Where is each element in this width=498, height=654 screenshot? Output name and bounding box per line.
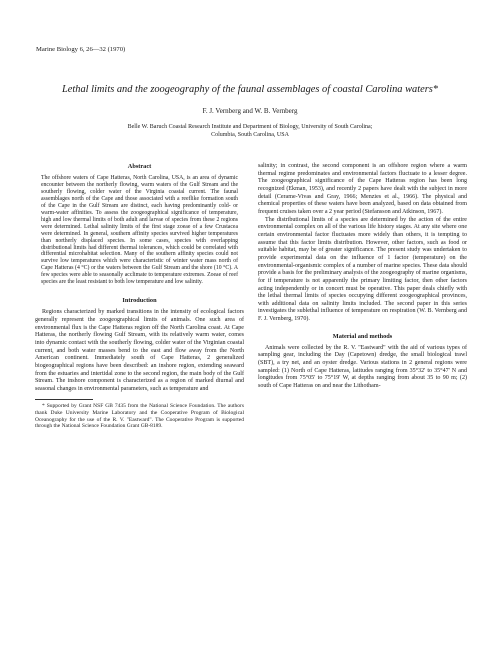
- footnote: * Supported by Grant NSF GB 7435 from the National Science Foundation. The authors thank Duke University Marine Laboratory and the Cooperative Program of Biological Oceanography for the use of the R. V. "Eastward". The Cooperative Program is supported through the National Science Foundation Grant GB-8189.: [35, 403, 244, 430]
- methods-heading: Material and methods: [332, 332, 393, 340]
- affiliation: [30, 124, 470, 139]
- paper-title: Lethal limits and the zoogeography of the faunal assemblages of coastal Carolina waters*: [62, 84, 438, 95]
- abstract-heading: Abstract: [127, 163, 152, 170]
- abstract-text: The offshore waters of Cape Hatteras, North Carolina, USA, is an area of dynamic encounter between the northerly flowing, warm waters of the Gulf Stream and the southerly flowing, colder water of the Virginia coastal current. The faunal assemblages north of the Cape and those associated with a reeflike formation south of the Cape in the Gulf Stream are distinct, each having predominantly cold- or warm-water affinities. To assess the zoogeographical significance of temperature, high and low thermal limits of both adult and larvae of species from these 2 regions were determined. Lethal salinity limits of the first stage zoeae of a few Crustacea were determined. In general, southern affinity species survived higher temperatures than northerly displaced species. In some cases, species with overlapping distributional limits had different thermal tolerances, which could be correlated with differential microhabitat selection. Many of the southern affinity species could not survive low temperatures which were characteristic of winter water mass north of Cape Hatteras (4 °C) or the waters between the Gulf Stream and the shore (10 °C). A few species were able to seasonally acclimate to temperature extremes. Zoeae of reef species are the least resistant to both low temperature and low salinity.: [41, 175, 238, 286]
- right-column: [258, 163, 467, 391]
- footnote-rule: [35, 399, 93, 400]
- right-paragraph-2: The distributional limits of a species are determined by the action of the entire environmental complex on all of the various life history stages. At any site where one certain environmental factor fluctuates more widely than others, it is tempting to assume that this factor limits distribution. However, other factors, such as food or suitable habitat, may be of greater significance. The present study was undertaken to provide experimental data on the influence of 1 factor (temperature) on the environmental-organismic complex of a number of marine species. These data should provide a basis for the preliminary analysis of the zoogeography of marine organisms, for if temperature is not apparently the primary limiting factor, then other factors acting independently or in concert must be operative. This paper deals chiefly with the lethal thermal limits of species occupying different zoogeographical provinces, with additional data on salinity limits included. The second paper in this series investigates the sublethal influence of temperature on respiration (W. B. Vernberg and F. J. Vernberg, 1970).: [258, 216, 467, 323]
- authors: F. J. Vernberg and W. B. Vernberg: [202, 107, 298, 115]
- left-column: [35, 163, 244, 430]
- affiliation-line-2: Columbia, South Carolina, USA: [211, 131, 289, 138]
- introduction-heading: Introduction: [122, 297, 157, 305]
- introduction-text: Regions characterized by marked transitions in the intensity of ecological factors generally represent the zoogeographical limits of animals. One such area of environmental flux is the Cape Hatteras region off the North Carolina coast. At Cape Hatteras, the northerly flowing Gulf Stream, with its relatively warm water, comes into dynamic contact with the southerly flowing, colder water of the Virginian coastal current, and both water masses bend to the east and flow away from the North American continent. Immediately south of Cape Hatteras, 2 generalized biogeographical regions have been described: an inshore region, extending seaward from the estuaries and intertidal zone to the second region, the main body of the Gulf Stream. The inshore component is characterized as a region of marked diurnal and seasonal changes in environmental parameters, such as temperature and: [35, 309, 244, 392]
- right-paragraph-1: salinity; in contrast, the second component is an offshore region where a warm thermal regime predominates and environmental factors fluctuate to a lesser degree. The zoogeographical significance of the Cape Hatteras region has been long recognized (Ekman, 1953), and recently 2 papers have dealt with the subject in more detail (Cerame-Vivas and Gray, 1966; Menzies et al., 1966). The physical and chemical properties of these waters have been analyzed, based on data obtained from frequent cruises taken over a 2 year period (Stefansson and Atkinson, 1967).: [258, 163, 467, 215]
- methods-text: Animals were collected by the R. V. "Eastward" with the aid of various types of sampling gear, including the Day (Capetown) dredge, the small biological trawl (SBT), a try net, and an oyster dredge. Various stations in 2 general regions were sampled: (1) North of Cape Hatteras, latitudes ranging from 35°32' to 35°47' N and longitudes from 75°05' to 75°19' W, at depths ranging from about 35 to 90 m; (2) south of Cape Hatteras on and near the Lithotham-: [258, 344, 467, 390]
- journal-reference: Marine Biology 6, 26—32 (1970): [36, 46, 126, 53]
- affiliation-line-1: Belle W. Baruch Coastal Research Institute and Department of Biology, University of South Carolina;: [127, 124, 373, 130]
